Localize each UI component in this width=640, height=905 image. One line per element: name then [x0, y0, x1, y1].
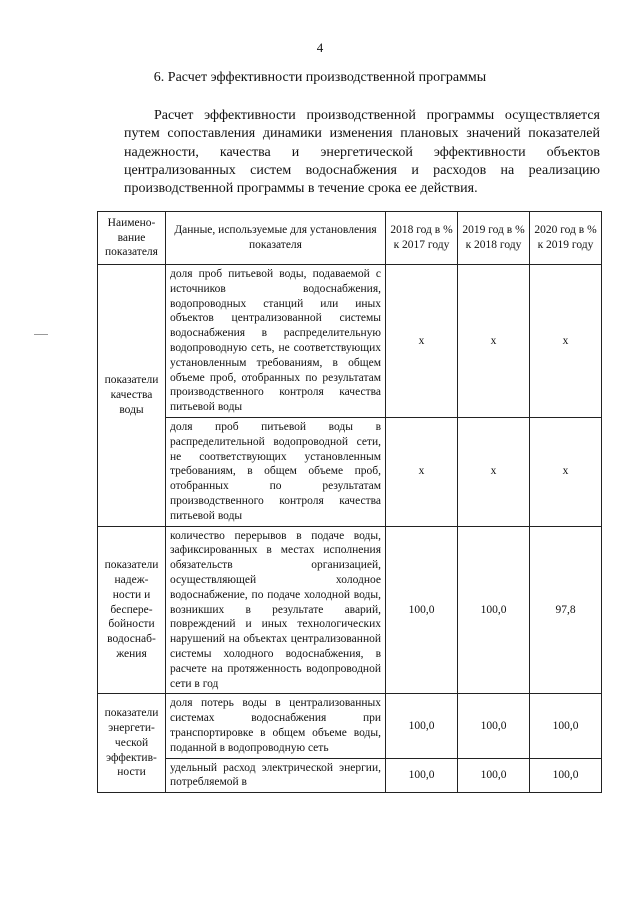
header-2020: 2020 год в % к 2019 году [530, 212, 602, 265]
table-row [98, 526, 602, 694]
table-header [98, 212, 602, 265]
value-2020: 97,8 [530, 526, 602, 694]
header-row [98, 212, 602, 265]
value-2018: 100,0 [386, 758, 458, 793]
table-body [98, 265, 602, 793]
indicator-group-name: показатели надеж-ности и беспере-бойности водоснаб-жения [98, 526, 166, 694]
value-2020: х [530, 265, 602, 418]
value-2018: х [386, 417, 458, 526]
table-row [98, 265, 602, 418]
value-2019: 100,0 [458, 526, 530, 694]
header-2018: 2018 год в % к 2017 году [386, 212, 458, 265]
value-2019: 100,0 [458, 694, 530, 758]
value-2018: х [386, 265, 458, 418]
value-2020: х [530, 417, 602, 526]
margin-mark [34, 334, 48, 335]
page-number: 4 [316, 40, 324, 55]
indicator-group-name: показатели качества воды [98, 265, 166, 527]
table-row [98, 758, 602, 793]
indicator-data: удельный расход электрической энергии, потребляемой в [166, 758, 386, 793]
intro-paragraph: Расчет эффективности производственной программы осуществляется путем сопоставления динамики изменения плановых значений показателей надежности, качества и энергетической эффективности объектов централизованных систем водоснабжения и расходов на реализацию производственной программы в течение срока ее действия. [124, 108, 600, 197]
indicator-data: доля проб питьевой воды в распределительной водопроводной сети, не соответствующих установленным требованиям, в общем объеме проб, отобранных по результатам производственного контроля качества питьевой воды [166, 417, 386, 526]
indicator-group-name: показатели энергети-ческой эффектив-ности [98, 694, 166, 793]
value-2019: х [458, 417, 530, 526]
header-2019: 2019 год в % к 2018 году [458, 212, 530, 265]
value-2019: 100,0 [458, 758, 530, 793]
value-2019: х [458, 265, 530, 418]
value-2020: 100,0 [530, 694, 602, 758]
indicator-data: доля потерь воды в централизованных системах водоснабжения при транспортировке в общем объеме воды, поданной в водопроводную сеть [166, 694, 386, 758]
value-2020: 100,0 [530, 758, 602, 793]
indicator-data: количество перерывов в подаче воды, зафиксированных в местах исполнения обязательств организацией, осуществляющей холодное водоснабжение, по подаче холодной воды, возникших в результате аварий, повреждений и иных технологических нарушений на объектах централизованной системы холодного водоснабжения, в расчете на протяженность водопроводной сети в год [166, 526, 386, 694]
table-row [98, 417, 602, 526]
section-heading: 6. Расчет эффективности производственной программы [153, 70, 487, 85]
indicator-data: доля проб питьевой воды, подаваемой с источников водоснабжения, водопроводных станций или иных объектов централизованной системы водоснабжения в распределительную водопроводную сеть, не соответствующих установленным требованиям, в общем объеме проб, отобранных по результатам производственного контроля качества питьевой воды [166, 265, 386, 418]
header-data-used: Данные, используемые для установления показателя [166, 212, 386, 265]
header-indicator-name: Наимено-вание показателя [98, 212, 166, 265]
value-2018: 100,0 [386, 694, 458, 758]
indicators-table [97, 211, 602, 793]
value-2018: 100,0 [386, 526, 458, 694]
table-row [98, 694, 602, 758]
